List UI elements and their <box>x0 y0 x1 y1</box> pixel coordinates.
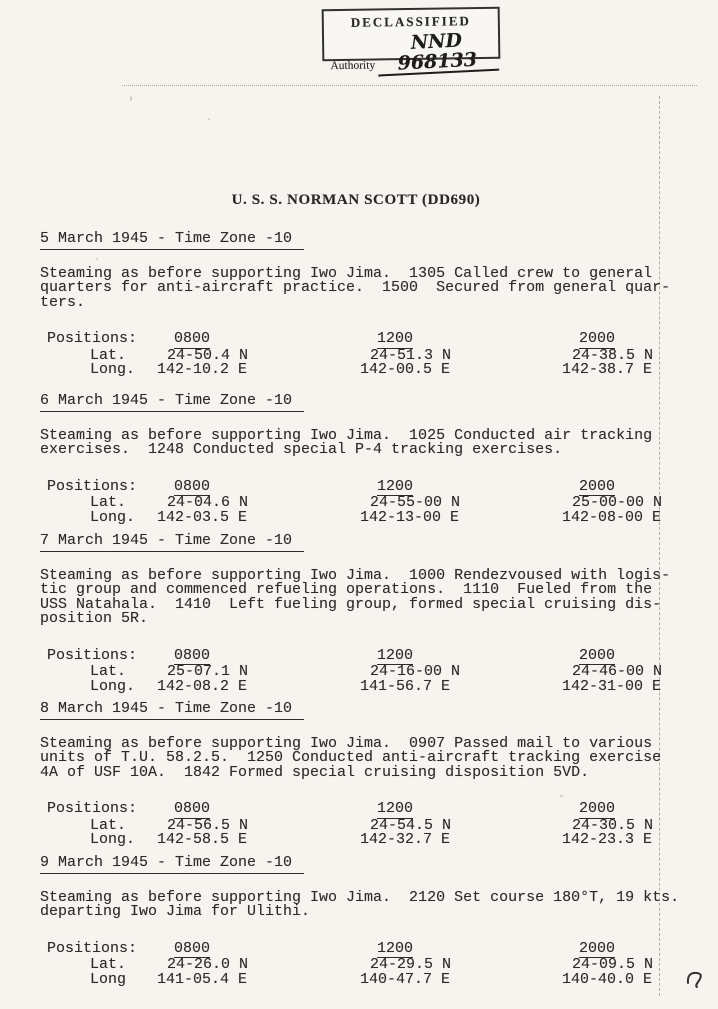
latitude-value-3: 24-30.5 N <box>572 816 654 834</box>
declassified-stamp-text: DECLASSIFIED <box>350 13 471 30</box>
longitude-row <box>40 973 700 988</box>
scan-speck <box>208 118 210 120</box>
entry-paragraph <box>40 267 700 310</box>
latitude-value-3: 24-09.5 N <box>572 956 654 974</box>
entry-paragraph <box>40 569 700 627</box>
latitude-label: Lat. <box>90 346 127 364</box>
longitude-value-1: 141-05.4 E <box>157 971 248 988</box>
longitude-value-2: 142-32.7 E <box>360 831 451 849</box>
positions-time-col-1: 0800 <box>174 646 211 664</box>
paragraph-line: Steaming as before supporting Iwo Jima. 1000 Rendezvoused with logis- <box>40 567 671 584</box>
positions-label: Positions: <box>47 646 138 664</box>
longitude-row <box>40 363 700 378</box>
longitude-label: Long <box>90 971 127 988</box>
diary-entry <box>40 533 700 694</box>
latitude-value-3: 24-46-00 N <box>572 663 663 681</box>
longitude-row <box>40 833 700 848</box>
positions-table <box>40 332 700 378</box>
paragraph-line: Steaming as before supporting Iwo Jima. 2120 Set course 180°T, 19 kts. <box>40 889 680 906</box>
positions-label: Positions: <box>47 939 138 957</box>
latitude-value-3: 25-00-00 N <box>572 494 663 512</box>
latitude-label: Lat. <box>90 663 127 681</box>
paragraph-line: USS Natahala. 1410 Left fueling group, formed special cruising dis- <box>40 595 662 613</box>
positions-time-col-2: 1200 <box>377 330 414 348</box>
positions-time-col-1: 0800 <box>174 939 211 957</box>
longitude-label: Long. <box>90 361 136 379</box>
latitude-label: Lat. <box>90 956 127 974</box>
longitude-label: Long. <box>90 677 136 695</box>
stamp-authority-number-handwritten: NND 968133 <box>376 29 499 77</box>
longitude-value-1: 142-08.2 E <box>157 677 248 695</box>
positions-table <box>40 646 700 695</box>
positions-time-col-3: 2000 <box>579 939 616 957</box>
longitude-row <box>40 677 700 695</box>
entry-date-heading: 8 March 1945 - Time Zone -10 <box>40 701 700 720</box>
longitude-value-3: 142-23.3 E <box>562 831 653 849</box>
stamp-authority-line <box>324 31 499 75</box>
paragraph-line: position 5R. <box>40 610 149 628</box>
longitude-value-3: 142-38.7 E <box>562 361 653 379</box>
scan-speck <box>130 96 132 101</box>
paragraph-line: Steaming as before supporting Iwo Jima. 1025 Conducted air tracking <box>40 427 653 444</box>
entry-date-heading: 5 March 1945 - Time Zone -10 <box>40 231 700 250</box>
paragraph-line: tic group and commenced refueling operations. 1110 Fueled from the <box>40 581 653 599</box>
positions-table <box>40 477 700 526</box>
latitude-value-2: 24-54.5 N <box>370 816 452 834</box>
positions-label: Positions: <box>47 477 138 495</box>
positions-table <box>40 939 700 988</box>
paragraph-line: quarters for anti-aircraft practice. 1500 Secured from general quar- <box>40 279 671 297</box>
positions-time-col-2: 1200 <box>377 800 414 818</box>
entry-date-heading: 9 March 1945 - Time Zone -10 <box>40 855 700 874</box>
entry-date-heading: 7 March 1945 - Time Zone -10 <box>40 533 700 552</box>
positions-time-col-3: 2000 <box>579 477 616 495</box>
latitude-value-1: 24-50.4 N <box>167 346 249 364</box>
document-title: U. S. S. NORMAN SCOTT (DD690) <box>231 192 481 208</box>
positions-time-col-3: 2000 <box>579 646 616 664</box>
latitude-value-2: 24-29.5 N <box>370 956 452 974</box>
longitude-value-2: 142-00.5 E <box>360 361 451 379</box>
positions-time-col-2: 1200 <box>377 477 414 495</box>
latitude-value-1: 24-56.5 N <box>167 816 249 834</box>
longitude-value-2: 141-56.7 E <box>360 677 451 695</box>
paragraph-line: Steaming as before supporting Iwo Jima. 1305 Called crew to general <box>40 265 653 282</box>
positions-time-col-1: 0800 <box>174 477 211 495</box>
positions-table <box>40 802 700 848</box>
diary-entry <box>40 231 700 378</box>
stamp-authority-label: Authority <box>330 59 376 73</box>
paragraph-line: exercises. 1248 Conducted special P-4 tracking exercises. <box>40 441 563 459</box>
longitude-value-2: 142-13-00 E <box>360 509 460 526</box>
longitude-value-1: 142-58.5 E <box>157 831 248 849</box>
latitude-value-1: 24-04.6 N <box>167 494 249 512</box>
paragraph-line: departing Iwo Jima for Ulithi. <box>40 903 311 921</box>
entry-paragraph <box>40 891 700 920</box>
latitude-label: Lat. <box>90 816 127 834</box>
longitude-label: Long. <box>90 831 136 849</box>
longitude-value-1: 142-10.2 E <box>157 361 248 379</box>
entry-paragraph <box>40 429 700 458</box>
paragraph-line: units of T.U. 58.2.5. 1250 Conducted anti-aircraft tracking exercise <box>40 749 662 767</box>
longitude-value-2: 140-47.7 E <box>360 971 451 988</box>
positions-label: Positions: <box>47 800 138 818</box>
longitude-value-3: 140-40.0 E <box>562 971 653 988</box>
paragraph-line: ters. <box>40 293 86 311</box>
latitude-value-1: 25-07.1 N <box>167 663 249 681</box>
latitude-value-3: 24-38.5 N <box>572 346 654 364</box>
positions-time-col-2: 1200 <box>377 939 414 957</box>
positions-time-col-1: 0800 <box>174 330 211 348</box>
paragraph-line: Steaming as before supporting Iwo Jima. 0907 Passed mail to various <box>40 735 653 752</box>
longitude-row <box>40 511 700 526</box>
positions-time-col-1: 0800 <box>174 800 211 818</box>
diary-entry <box>40 393 700 526</box>
declassified-stamp <box>322 7 501 75</box>
longitude-value-3: 142-31-00 E <box>562 677 662 695</box>
latitude-value-2: 24-51.3 N <box>370 346 452 364</box>
paragraph-line: 4A of USF 10A. 1842 Formed special cruising disposition 5VD. <box>40 763 590 781</box>
entry-paragraph <box>40 737 700 780</box>
longitude-label: Long. <box>90 509 136 526</box>
latitude-label: Lat. <box>90 494 127 512</box>
latitude-value-1: 24-26.0 N <box>167 956 249 974</box>
latitude-value-2: 24-55-00 N <box>370 494 461 512</box>
positions-time-col-3: 2000 <box>579 330 616 348</box>
handwritten-pen-mark <box>684 968 706 992</box>
longitude-value-3: 142-08-00 E <box>562 509 662 526</box>
positions-label: Positions: <box>47 330 138 348</box>
entry-date-heading: 6 March 1945 - Time Zone -10 <box>40 393 700 412</box>
positions-time-col-3: 2000 <box>579 800 616 818</box>
positions-time-col-2: 1200 <box>377 646 414 664</box>
scan-artifact-horizontal-line <box>122 85 697 86</box>
diary-entry <box>40 701 700 848</box>
longitude-value-1: 142-03.5 E <box>157 509 248 526</box>
diary-entry <box>40 855 700 988</box>
latitude-value-2: 24-16-00 N <box>370 663 461 681</box>
